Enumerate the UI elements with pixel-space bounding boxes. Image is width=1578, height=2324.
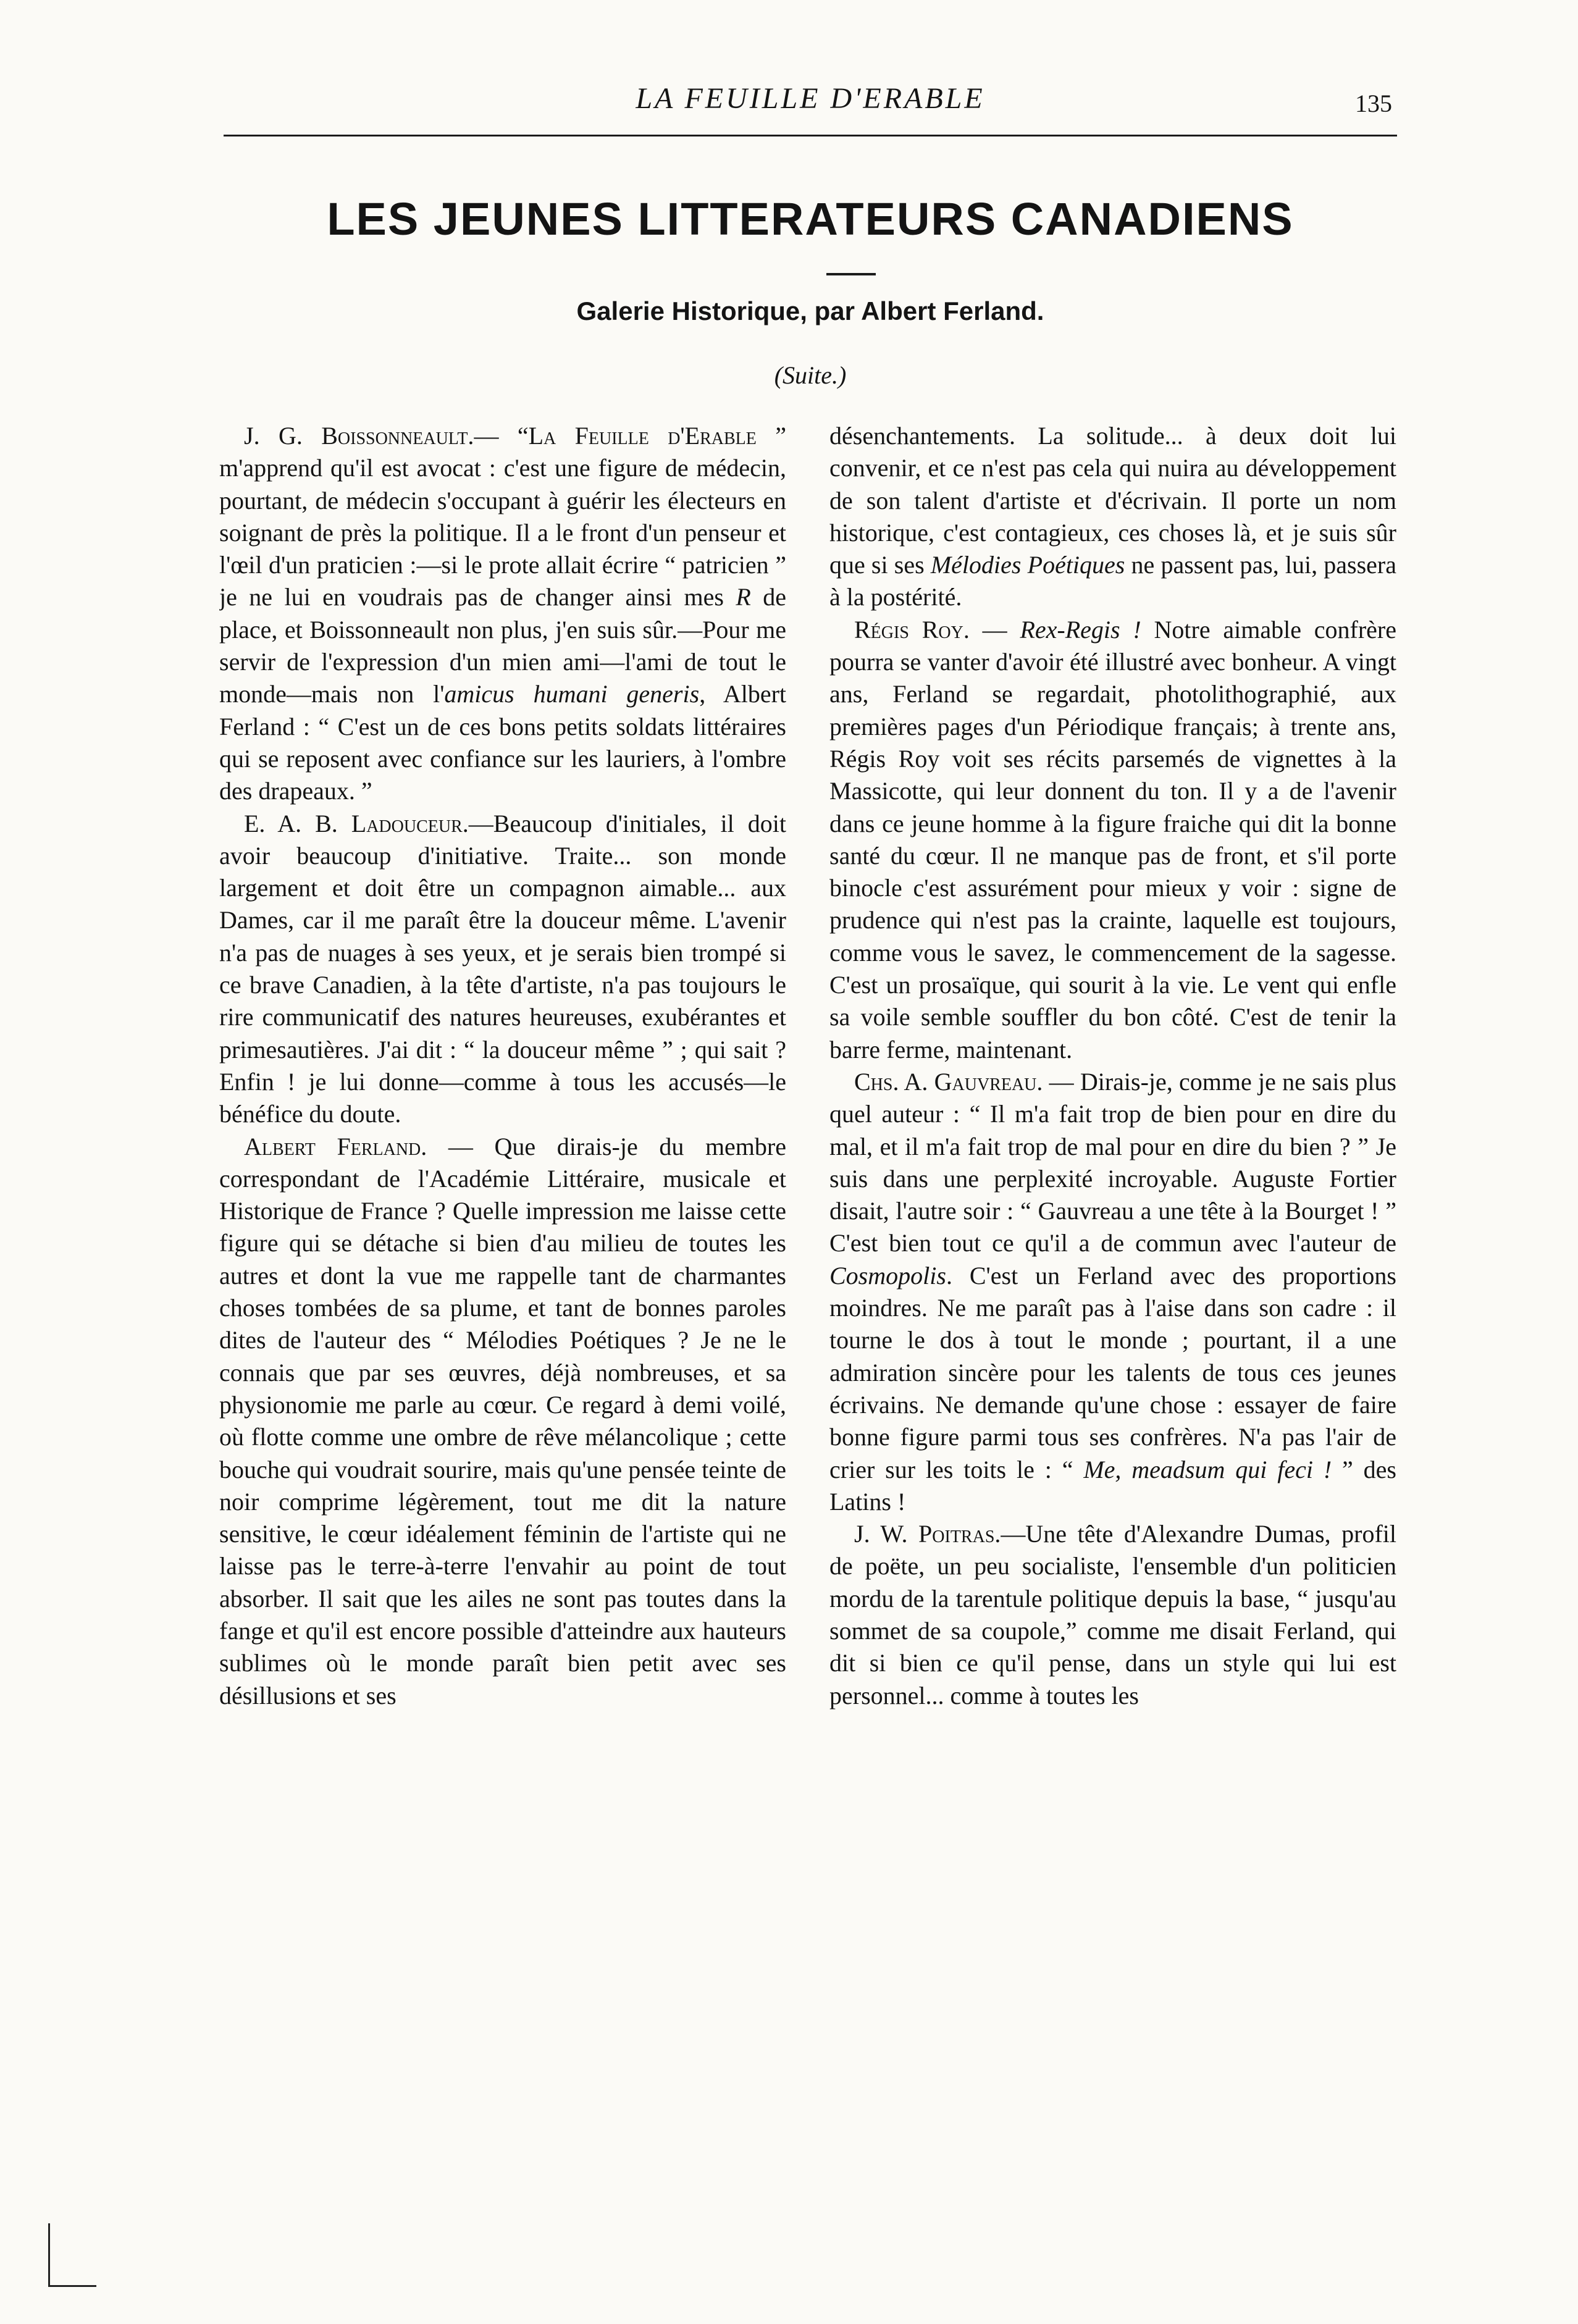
title-divider (826, 273, 876, 275)
pen-name: Rex-Regis ! (1020, 615, 1141, 644)
paragraph-gauvreau: Chs. A. Gauvreau. — Dirais-je, comme je ne sais plus quel auteur : “ Il m'a fait trop de bien pour en dire du mal, et il m'a fait trop de mal pour en dire du bien ? ” Je suis dans une perplexité incroyable. Auguste Fortier disait, l'autre soir : “ Gauvreau a une tête à la Bourget ! ” C'est bien tout ce qu'il a de commun avec l'auteur de Cosmopolis. C'est un Ferland avec des proportions moindres. Ne me paraît pas à l'aise dans son cadre : il tourne le dos à tout le monde ; pourtant, il a une admiration sincère pour les talents de tous ces jeunes écrivains. Ne demande qu'une chose : essayer de faire bonne figure parmi tous ses confrères. N'a pas l'air de crier sur les toits le : “ Me, meadsum qui feci ! ” des Latins ! (829, 1067, 1396, 1516)
paragraph-roy: Régis Roy. — Rex-Regis ! Notre aimable confrère pourra se vanter d'avoir été illustré avec bonheur. A vingt ans, Ferland se regardait, photolithographié, aux premières pages d'un Périodique français; à trente ans, Régis Roy voit ses récits parsemés de vignettes à la Massicotte, qui leur donnent du ton. Il y a de l'avenir dans ce jeune homme à la figure fraiche qui dit la bonne santé du cœur. Il ne manque pas de front, et s'il porte binocle c'est assurément pour mieux y voir : signe de prudence qui n'est pas la crainte, laquelle est toujours, comme vous le savez, le commencement de la sagesse. C'est un prosaïque, qui sourit à la vie. Le vent qui enfle sa voile semble souffler du bon côté. C'est de tenir la barre ferme, maintenant. (829, 615, 1396, 1063)
paragraph-poitras: J. W. Poitras.—Une tête d'Alexandre Dumas, profil de poëte, un peu socialiste, l'ensemble d'un politicien mordu de la tarentule politique depuis la base, “ jusqu'au sommet de sa coupole,” comme me disait Ferland, qui dit si bien ce qu'il pense, dans un style qui lui est personnel... comme à toutes les (829, 1520, 1396, 1709)
running-header (224, 73, 1397, 136)
left-column (219, 420, 786, 2211)
article-subtitle: Galerie Historique, par Albert Ferland. (576, 296, 1044, 325)
work-title: Cosmopolis (829, 1261, 946, 1290)
page-number: 135 (1355, 90, 1392, 117)
paragraph-ferland-continued: désenchantements. La solitude... à deux doit lui convenir, et ce n'est pas cela qui nuira au développement de son talent d'artiste et d'écrivain. Il porte un nom historique, c'est contagieux, ces choses là, et je suis sûr que si ses Mélodies Poétiques ne passent pas, lui, passera à la postérité. (829, 422, 1396, 611)
latin-phrase: amicus humani generis (444, 680, 700, 708)
author-name: J. W. Poitras. (854, 1520, 1001, 1548)
paragraph-boissonneault: J. G. Boissonneault.— “La Feuille d'Erable ” m'apprend qu'il est avocat : c'est une figure de médecin, pourtant, de médecin s'occupant à guérir les électeurs en soignant de près la politique. Il a le front d'un penseur et l'œil d'un praticien :—si le prote allait écrire “ patricien ” je ne lui en voudrais pas de changer ainsi mes R de place, et Boissonneault non plus, j'en suis sûr.—Pour me servir de l'expression d'un mien ami—l'ami de tout le monde—mais non l'amicus humani generis, Albert Ferland : “ C'est un de ces bons petits soldats littéraires qui se reposent avec confiance sur les lauriers, à l'ombre des drapeaux. ” (219, 422, 786, 805)
publication-name: La Feuille d'Erable (528, 422, 757, 450)
article-title: LES JEUNES LITTERATEURS CANADIENS (327, 193, 1294, 245)
work-title: Mélodies Poétiques (930, 551, 1125, 579)
right-column (829, 420, 1396, 2211)
paragraph-ferland: Albert Ferland. — Que dirais-je du membre correspondant de l'Académie Littéraire, musicale et Historique de France ? Quelle impression me laisse cette figure qui se détache si bien d'au milieu de toutes les autres et dont la vue me rappelle tant de charmantes choses tombées de sa plume, et tant de bonnes paroles dites de l'auteur des “ Mélodies Poétiques ? Je ne le connais que par ses œuvres, déjà nombreuses, et sa physionomie me parle au cœur. Ce regard à demi voilé, où flotte comme une ombre de rêve mélancolique ; cette bouche qui voudrait sourire, mais qu'une pensée teinte de noir comprime légèrement, tout me dit la nature sensitive, le cœur idéalement féminin de l'artiste qui ne laisse pas le terre-à-terre l'envahir au point de tout absorber. Il sait que les ailes ne sont pas toutes dans la fange et qu'il est encore possible d'atteindre aux hauteurs sublimes où le monde paraît bien petit avec ses désillusions et ses (219, 1132, 786, 1709)
author-name: Albert Ferland. (244, 1132, 427, 1160)
author-name: Chs. A. Gauvreau. (854, 1067, 1043, 1096)
scan-edge-mark-base (48, 2285, 96, 2287)
running-title: LA FEUILLE D'ERABLE (636, 82, 985, 115)
author-name: J. G. Boissonneault. (244, 422, 474, 450)
author-name: Régis Roy. (854, 615, 970, 644)
latin-phrase: Me, meadsum qui feci ! (1083, 1455, 1332, 1483)
continuation-note: (Suite.) (774, 361, 847, 389)
paragraph-ladouceur: E. A. B. Ladouceur.—Beaucoup d'initiales, il doit avoir beaucoup d'initiative. Traite... son monde largement et doit être un compagnon aimable... aux Dames, car il me paraît être la douceur même. L'avenir n'a pas de nuages à ses yeux, et je serais bien trompé si ce brave Canadien, à la tête d'artiste, n'a pas toujours le rire communicatif des natures heureuses, exubérantes et primesautières. J'ai dit : “ la douceur même ” ; qui sait ? Enfin ! je lui donne—comme à tous les accusés—le bénéfice du doute. (219, 809, 786, 1128)
scan-edge-mark (48, 2223, 50, 2287)
author-name: E. A. B. Ladouceur. (244, 809, 469, 837)
